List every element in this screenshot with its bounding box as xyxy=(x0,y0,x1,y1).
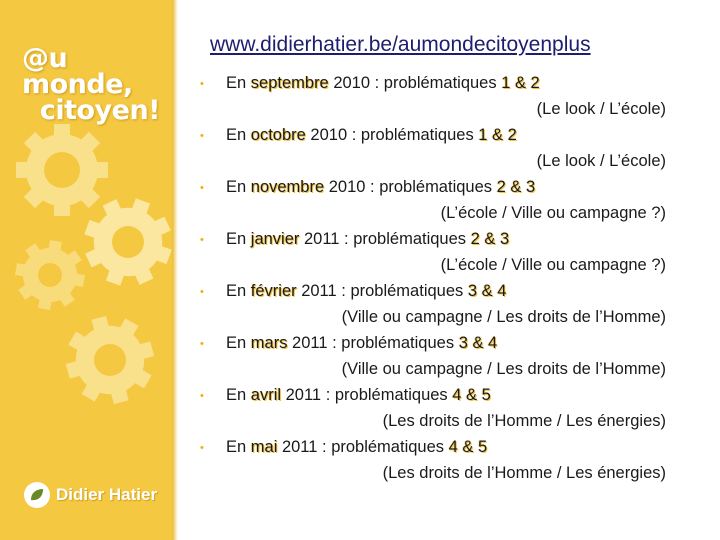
prefix-text: En xyxy=(226,334,251,352)
month-text: octobre xyxy=(250,126,306,144)
problem-numbers: 4 & 5 xyxy=(448,438,488,456)
year-text: 2011 : problématiques xyxy=(277,438,449,456)
problem-numbers: 3 & 4 xyxy=(467,282,507,300)
bullet-icon: • xyxy=(200,78,204,90)
month-text: janvier xyxy=(250,230,300,248)
schedule-line xyxy=(226,438,487,457)
year-text: 2010 : problématiques xyxy=(324,178,497,196)
year-text: 2011 : problématiques xyxy=(281,386,453,404)
year-text: 2010 : problématiques xyxy=(328,74,502,92)
topics-text: (Les droits de l’Homme / Les énergies) xyxy=(382,464,666,482)
schedule-list xyxy=(196,74,666,490)
publisher-logo xyxy=(24,482,157,508)
prefix-text: En xyxy=(226,178,251,196)
prefix-text: En xyxy=(226,126,251,144)
topics-text: (Le look / L’école) xyxy=(536,100,666,118)
website-link[interactable]: www.didierhatier.be/aumondecitoyenplus xyxy=(210,33,591,56)
bullet-icon: • xyxy=(200,338,204,350)
prefix-text: En xyxy=(226,230,251,248)
topics-text: (Ville ou campagne / Les droits de l’Homme) xyxy=(341,308,666,326)
gears-decoration xyxy=(0,110,172,450)
schedule-line xyxy=(226,334,497,353)
month-text: mai xyxy=(250,438,278,456)
list-item xyxy=(196,438,666,490)
month-text: mars xyxy=(250,334,288,352)
month-text: avril xyxy=(250,386,282,404)
schedule-line xyxy=(226,178,535,197)
year-text: 2011 : problématiques xyxy=(299,230,471,248)
gear-icon xyxy=(16,124,108,216)
topics-text: (Le look / L’école) xyxy=(536,152,666,170)
topics-text: (Les droits de l’Homme / Les énergies) xyxy=(382,412,666,430)
topics-text: (Ville ou campagne / Les droits de l’Homme) xyxy=(341,360,666,378)
list-item xyxy=(196,178,666,230)
list-item xyxy=(196,74,666,126)
year-text: 2011 : problématiques xyxy=(287,334,459,352)
month-text: novembre xyxy=(250,178,325,196)
problem-numbers: 2 & 3 xyxy=(496,178,536,196)
list-item xyxy=(196,230,666,282)
year-text: 2011 : problématiques xyxy=(296,282,468,300)
problem-numbers: 2 & 3 xyxy=(470,230,510,248)
schedule-line xyxy=(226,230,509,249)
brand-line-2: citoyen! xyxy=(39,95,160,126)
bullet-icon: • xyxy=(200,234,204,246)
problem-numbers: 3 & 4 xyxy=(458,334,498,352)
bullet-icon: • xyxy=(200,390,204,402)
month-text: septembre xyxy=(250,74,329,92)
prefix-text: En xyxy=(226,438,251,456)
prefix-text: En xyxy=(226,74,251,92)
topics-text: (L’école / Ville ou campagne ?) xyxy=(440,256,666,274)
year-text: 2010 : problématiques xyxy=(305,126,479,144)
problem-numbers: 1 & 2 xyxy=(478,126,517,144)
prefix-text: En xyxy=(226,386,251,404)
schedule-line xyxy=(226,386,491,405)
bullet-icon: • xyxy=(200,130,204,142)
prefix-text: En xyxy=(226,282,251,300)
topics-text: (L’école / Ville ou campagne ?) xyxy=(440,204,666,222)
list-item xyxy=(196,126,666,178)
bullet-icon: • xyxy=(200,442,204,454)
problem-numbers: 4 & 5 xyxy=(452,386,491,404)
schedule-line xyxy=(226,282,506,301)
month-text: février xyxy=(250,282,297,300)
gear-icon xyxy=(50,300,169,419)
bullet-icon: • xyxy=(200,286,204,298)
publisher-name: Didier Hatier xyxy=(56,485,158,504)
list-item xyxy=(196,282,666,334)
list-item xyxy=(196,386,666,438)
list-item xyxy=(196,334,666,386)
sidebar-panel xyxy=(0,0,172,540)
gear-icon xyxy=(10,235,90,315)
bullet-icon: • xyxy=(200,182,204,194)
problem-numbers: 1 & 2 xyxy=(501,74,540,92)
sidebar-edge xyxy=(172,0,178,540)
publisher-leaf-icon xyxy=(24,482,50,508)
schedule-line xyxy=(226,74,540,93)
schedule-line xyxy=(226,126,517,145)
brand-line-1: @u monde, xyxy=(22,43,133,100)
